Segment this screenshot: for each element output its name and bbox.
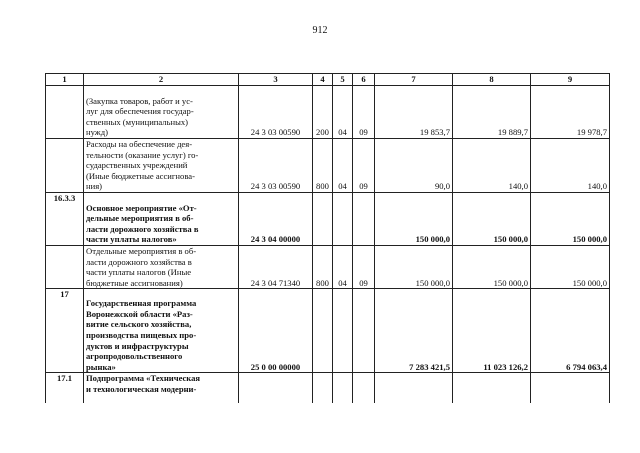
row-rz	[333, 192, 353, 245]
budget-table	[45, 73, 610, 403]
page-number: 912	[312, 25, 328, 36]
row-pr	[353, 289, 375, 373]
table-row	[46, 245, 610, 288]
header-cell: 7	[375, 74, 453, 86]
table-row	[46, 139, 610, 193]
row-value-col7: 150 000,0	[375, 192, 453, 245]
row-rz: 04	[333, 245, 353, 288]
row-value-col7: 90,0	[375, 139, 453, 193]
row-pr: 09	[353, 139, 375, 193]
row-rz: 04	[333, 86, 353, 139]
row-rz: 04	[333, 139, 353, 193]
row-pr: 09	[353, 245, 375, 288]
table-row	[46, 373, 610, 403]
row-number	[46, 86, 84, 139]
row-vr	[313, 373, 333, 403]
row-code: 25 0 00 00000	[239, 289, 313, 373]
header-cell: 2	[84, 74, 239, 86]
row-value-col9: 150 000,0	[531, 192, 610, 245]
row-value-col7: 7 283 421,5	[375, 289, 453, 373]
row-pr	[353, 373, 375, 403]
header-cell: 6	[353, 74, 375, 86]
row-code: 24 3 04 71340	[239, 245, 313, 288]
row-name: Основное мероприятие «От- дельные мероприятия в об- ласти дорожного хозяйства в части уплаты налогов»	[84, 192, 239, 245]
row-value-col9	[531, 373, 610, 403]
header-cell: 8	[453, 74, 531, 86]
header-cell: 4	[313, 74, 333, 86]
row-number	[46, 139, 84, 193]
row-value-col8: 150 000,0	[453, 245, 531, 288]
row-name: Подпрограмма «Техническая и технологическая модерни-	[84, 373, 239, 403]
header-cell: 9	[531, 74, 610, 86]
row-name: (Закупка товаров, работ и ус- луг для обеспечения государ- ственных (муниципальных) нужд)	[84, 86, 239, 139]
header-cell: 3	[239, 74, 313, 86]
row-number	[46, 245, 84, 288]
row-value-col7: 150 000,0	[375, 245, 453, 288]
row-value-col8: 150 000,0	[453, 192, 531, 245]
table-row	[46, 86, 610, 139]
header-cell: 5	[333, 74, 353, 86]
row-value-col9: 6 794 063,4	[531, 289, 610, 373]
row-number: 17.1	[46, 373, 84, 403]
row-name: Расходы на обеспечение дея- тельности (оказание услуг) го- сударственных учреждений (Иные бюджетные ассигнова- ния)	[84, 139, 239, 193]
row-number: 16.3.3	[46, 192, 84, 245]
row-value-col9: 150 000,0	[531, 245, 610, 288]
row-value-col8: 19 889,7	[453, 86, 531, 139]
row-value-col7	[375, 373, 453, 403]
row-code: 24 3 04 00000	[239, 192, 313, 245]
row-vr: 200	[313, 86, 333, 139]
row-value-col9: 140,0	[531, 139, 610, 193]
row-value-col9: 19 978,7	[531, 86, 610, 139]
row-rz	[333, 373, 353, 403]
table-header-row	[46, 74, 610, 86]
row-rz	[333, 289, 353, 373]
row-value-col8	[453, 373, 531, 403]
table-row	[46, 289, 610, 373]
row-name: Отдельные мероприятия в об- ласти дорожного хозяйства в части уплаты налогов (Иные бюджетные ассигнования)	[84, 245, 239, 288]
row-pr: 09	[353, 86, 375, 139]
row-number: 17	[46, 289, 84, 373]
row-code	[239, 373, 313, 403]
row-vr	[313, 289, 333, 373]
row-vr	[313, 192, 333, 245]
row-code: 24 3 03 00590	[239, 139, 313, 193]
row-pr	[353, 192, 375, 245]
table-row	[46, 192, 610, 245]
row-value-col7: 19 853,7	[375, 86, 453, 139]
row-vr: 800	[313, 245, 333, 288]
row-value-col8: 11 023 126,2	[453, 289, 531, 373]
row-name: Государственная программа Воронежской области «Раз- витие сельского хозяйства, производства пищевых про- дуктов и инфраструктуры агропродовольственного рынка»	[84, 289, 239, 373]
row-code: 24 3 03 00590	[239, 86, 313, 139]
row-value-col8: 140,0	[453, 139, 531, 193]
row-vr: 800	[313, 139, 333, 193]
header-cell: 1	[46, 74, 84, 86]
